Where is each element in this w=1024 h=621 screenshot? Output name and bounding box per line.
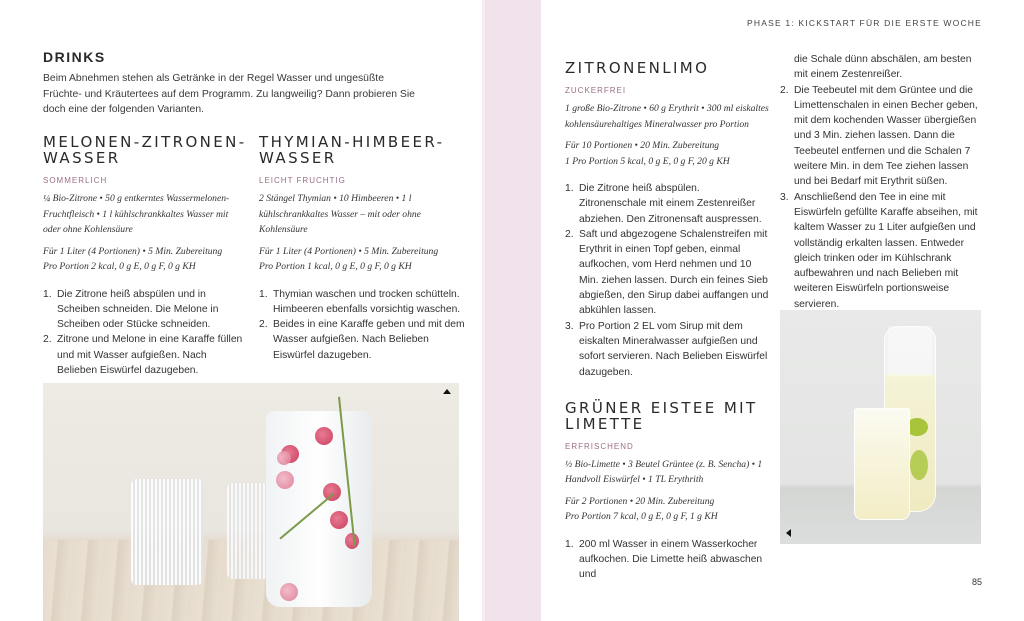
recipe-ingredients: 2 Stängel Thymian • 10 Himbeeren • 1 l kühlschrankkaltes Wasser – mit oder ohne Kohlensäure	[259, 193, 421, 235]
recipe-title: THYMIAN-HIMBEER-WASSER	[259, 133, 445, 167]
recipe-nutrition: Pro Portion 7 kcal, 0 g E, 0 g F, 1 g KH	[565, 511, 718, 523]
recipe-subtitle: ZUCKERFREI	[565, 86, 627, 95]
step-number: 2.	[43, 334, 52, 346]
recipe-ingredients: 1 große Bio-Zitrone • 60 g Erythrit • 300 ml eiskaltes kohlensäurehaltiges Mineralwasser pro Portion	[565, 103, 769, 130]
triangle-up-icon	[443, 389, 451, 394]
step-number: 3.	[780, 191, 789, 203]
recipe-steps	[565, 537, 770, 583]
recipe-zitronenlimo	[565, 60, 770, 583]
step-number: 1.	[43, 288, 52, 300]
recipe-step	[43, 287, 248, 333]
step-text: Anschließend den Tee in eine mit Eiswürfeln gefüllte Karaffe abseihen, mit kaltem Wasser zu 1 Liter aufgießen und vollständig erkalten lassen. Entweder gleich trinken oder im Kühlschrank aufbewahren und nach Belieben mit weiteren Eiswürfeln portionsweise servieren.	[794, 191, 978, 310]
step-number: 2.	[780, 84, 789, 96]
recipe-step	[565, 537, 770, 583]
recipe-ingredients: ½ Bio-Limette • 3 Beutel Grüntee (z. B. Sencha) • 1 Handvoll Eiswürfel • 1 TL Erythrith	[565, 458, 763, 486]
photo-thymian-himbeer-wasser	[43, 383, 459, 621]
recipe-subtitle: SOMMERLICH	[43, 176, 108, 185]
raspberry	[277, 451, 291, 465]
recipe-step	[259, 317, 469, 363]
recipe-steps	[780, 83, 985, 312]
step-text: Saft und abgezogene Schalenstreifen mit Erythrit in einen Topf geben, einmal aufkochen, vom Herd nehmen und 10 Min. ziehen lassen. Durch ein feines Sieb abgießen, den Sirup dabei auffangen und abkühlen lassen.	[579, 228, 769, 317]
step-text: Thymian waschen und trocken schütteln. Himbeeren ebenfalls vorsichtig waschen.	[273, 288, 461, 315]
recipe-meta	[565, 138, 770, 169]
recipe-title: GRÜNER EISTEE MIT LIMETTE	[565, 398, 758, 433]
photo-carafe-neck	[888, 326, 932, 376]
step-number: 3.	[565, 320, 574, 332]
recipe-title: ZITRONENLIMO	[565, 59, 710, 77]
recipe-gruener-eistee	[565, 400, 770, 583]
raspberry	[280, 583, 298, 601]
recipe-melonen-zitronen-wasser	[43, 134, 248, 378]
recipe-thymian-himbeer-wasser	[259, 134, 469, 363]
step-text: Die Zitrone heiß abspülen und in Scheiben schneiden. Die Melone in Scheiben oder Stücke schneiden.	[57, 288, 219, 331]
intro-text: Beim Abnehmen stehen als Getränke in der Regel Wasser und ungesüßte Früchte- und Kräutertees auf dem Programm. Zu langweilig? Dann probieren Sie doch eine der folgenden Varianten.	[43, 73, 415, 115]
step-number: 2.	[259, 319, 268, 331]
recipe-ingredients: ¼ Bio-Zitrone • 50 g entkerntes Wassermelonen-Fruchtfleisch • 1 l kühlschrankkaltes Wasser mit oder ohne Kohlensäure	[43, 193, 230, 235]
running-header: PHASE 1: KICKSTART FÜR DIE ERSTE WOCHE	[747, 18, 982, 28]
step-text: Pro Portion 2 EL vom Sirup mit dem eiskalten Mineralwasser aufgießen und sofort servieren. Nach Belieben Eiswürfel dazugeben.	[579, 320, 768, 378]
step-number: 1.	[565, 538, 574, 550]
recipe-yield: Für 10 Portionen • 20 Min. Zubereitung	[565, 140, 720, 151]
step-number: 1.	[259, 288, 268, 300]
step-number: 1.	[565, 183, 574, 194]
raspberry	[330, 511, 348, 529]
lime-peel	[910, 450, 928, 480]
recipe-yield: Für 2 Portionen • 20 Min. Zubereitung	[565, 495, 715, 507]
photo-glass	[131, 479, 203, 585]
recipe-step	[259, 287, 469, 318]
recipe-title: MELONEN-ZITRONEN-WASSER	[43, 133, 247, 167]
raspberry	[315, 427, 333, 445]
section-title: DRINKS	[43, 49, 106, 65]
photo-tumbler	[854, 408, 910, 520]
recipe-yield: Für 1 Liter (4 Portionen) • 5 Min. Zubereitung	[259, 245, 439, 257]
step-number: 2.	[565, 228, 574, 240]
recipe-subtitle: LEICHT FRUCHTIG	[259, 176, 346, 185]
step-continued-text: die Schale dünn abschälen, am besten mit einem Zestenreißer.	[794, 54, 972, 81]
step-text: Die Teebeutel mit dem Grüntee und die Limettenschalen in einen Becher geben, mit dem kochenden Wasser übergießen und 3 Min. ziehen lassen. Dann die Teebeutel entfernen und die Schalen 7 weitere Min. in dem Tee ziehen lassen und bei Bedarf mit Erythrit süßen.	[794, 84, 978, 188]
page-number: 85	[971, 577, 982, 587]
recipe-steps	[565, 181, 770, 380]
photo-gruener-eistee	[780, 310, 981, 544]
step-text: Beides in eine Karaffe geben und mit dem Wasser aufgießen. Nach Belieben Eiswürfel dazugeben.	[273, 319, 465, 361]
step-text: Die Zitrone heiß abspülen. Zitronenschale mit einem Zestenreißer abziehen. Den Zitronensaft auspressen.	[579, 183, 762, 225]
recipe-meta	[565, 494, 770, 525]
recipe-nutrition: Pro Portion 2 kcal, 0 g E, 0 g F, 0 g KH	[43, 261, 196, 272]
recipe-meta	[259, 244, 469, 275]
raspberry	[276, 471, 294, 489]
recipe-step	[565, 181, 770, 227]
recipe-nutrition: Pro Portion 1 kcal, 0 g E, 0 g F, 0 g KH	[259, 261, 412, 272]
recipe-step	[565, 319, 770, 380]
triangle-left-icon	[786, 529, 791, 537]
recipe-subtitle: ERFRISCHEND	[565, 441, 634, 451]
recipe-nutrition: 1 Pro Portion 5 kcal, 0 g E, 0 g F, 20 g KH	[565, 155, 730, 167]
recipe-step	[565, 227, 770, 319]
page-gutter	[482, 0, 541, 621]
recipe-step	[43, 332, 248, 378]
step-text: 200 ml Wasser in einem Wasserkocher aufkochen. Die Limette heiß abwaschen und	[579, 538, 763, 581]
recipe-meta	[43, 244, 248, 275]
recipe-step	[780, 83, 985, 190]
recipe-gruener-eistee-continued	[780, 52, 985, 312]
recipe-steps	[43, 287, 248, 379]
recipe-steps	[259, 287, 469, 363]
recipe-yield: Für 1 Liter (4 Portionen) • 5 Min. Zubereitung	[43, 245, 223, 257]
left-page	[0, 0, 482, 621]
step-text: Zitrone und Melone in eine Karaffe füllen und mit Wasser aufgießen. Nach Belieben Eiswürfel dazugeben.	[57, 334, 243, 376]
recipe-step	[780, 190, 985, 312]
